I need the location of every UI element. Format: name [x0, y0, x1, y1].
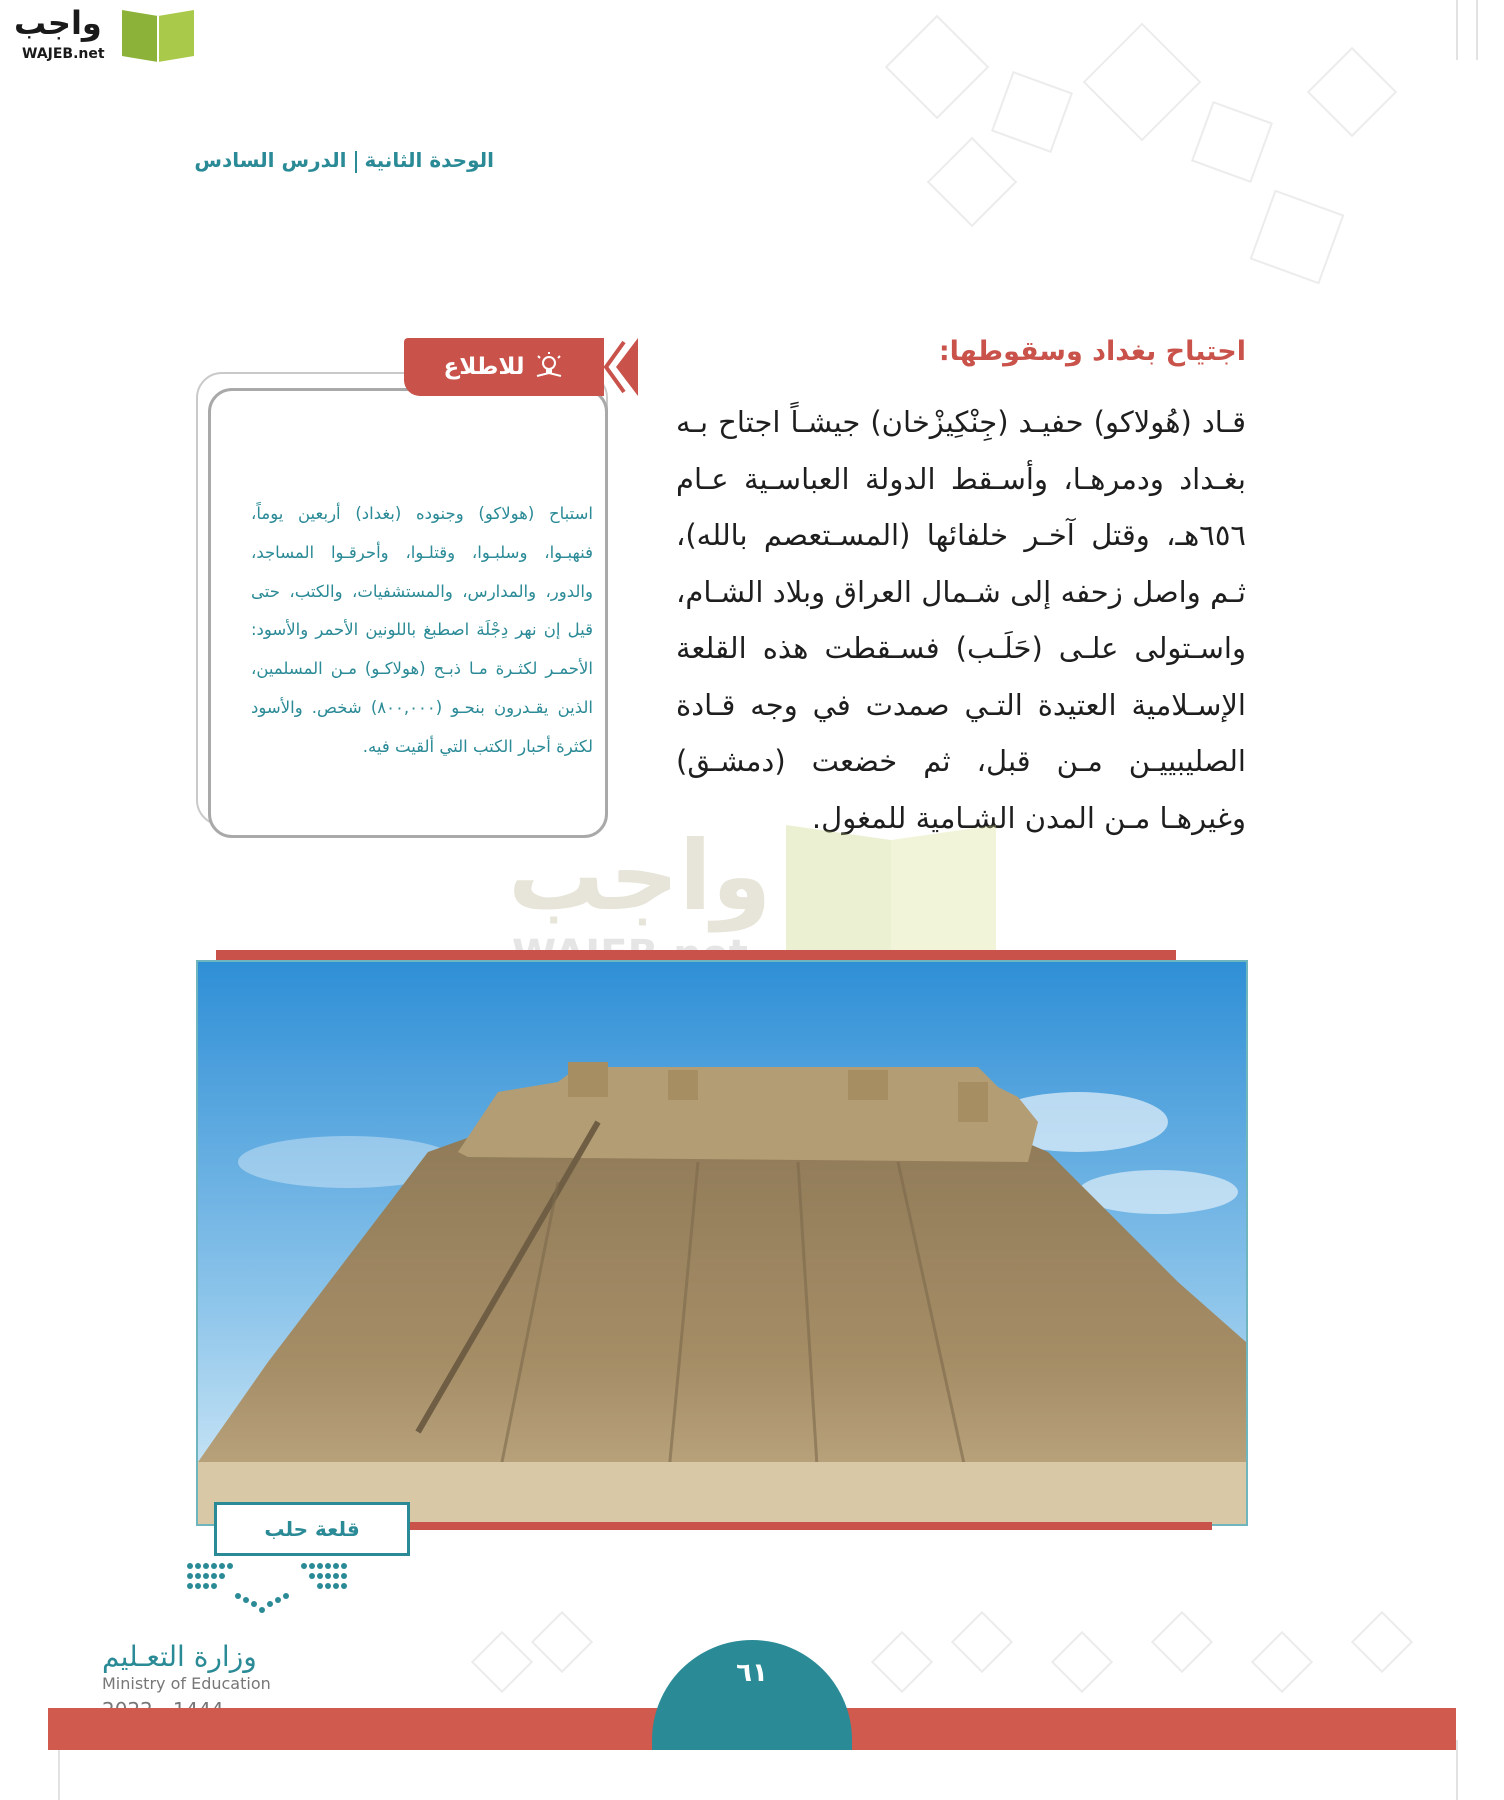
ministry-name-en: Ministry of Education	[102, 1674, 271, 1693]
lesson-label: الدرس السادس	[194, 148, 347, 172]
section-title: اجتياح بغداد وسقوطها:	[938, 336, 1246, 367]
sidebar-text: استباح (هولاكو) وجنوده (بغداد) أربعين يوماً، فنهبـوا، وسلبـوا، وقتلـوا، وأحرقـوا المساجد، والدور، والمدارس، والمستشفيات، والكتب، حتى قيل إن نهر دِجْلَة اصطبغ باللونين الأحمر والأسود: الأحمـر لكثـرة مـا ذبـح (هولاكـو) مـن المسلمين، الذين يقـدرون بنحـو (٨٠٠,٠٠٠) شخص. والأسود لكثرة أحبار الكتب التي ألقيت فيه.	[251, 504, 593, 756]
sidebar-frame-inner	[208, 388, 608, 838]
page-header	[194, 148, 494, 173]
citadel-photo	[196, 960, 1248, 1526]
book-icon	[118, 8, 198, 64]
lightbulb-book-icon	[534, 352, 564, 382]
chevron-left-icon	[604, 338, 638, 396]
ministry-logo	[100, 1560, 280, 1720]
photo-top-bar	[216, 950, 1176, 960]
page-number-tab	[652, 1640, 852, 1750]
header-separator	[355, 151, 357, 173]
watermark-arabic: واجب	[508, 820, 772, 932]
section-body: قـاد (هُولاكو) حفيـد (جِنْكِيزْخان) جيشـاً اجتاح بـه بغـداد ودمرهـا، وأسـقط الدولة العباسـية عـام ٦٥٦هـ، وقتل آخـر خلفائها (المسـتعصم بالله)، ثـم واصل زحفه إلى شـمال العراق وبلاد الشـام، واسـتولى علـى (حَلَـب) فسـقطت هذه القلعة الإسـلامية العتيدة التـي صمدت في وجه قـادة الصليبييـن مـن قبل، ثم خضعت (دمشـق) وغيرهـا مـن المدن الشـامية للمغول.	[676, 405, 1246, 835]
logo-latin: WAJEB.net	[22, 46, 105, 62]
page-number: ٦١	[736, 1658, 768, 1688]
logo-arabic: واجب	[14, 4, 102, 42]
ministry-name-ar: وزارة التعـليم	[102, 1640, 257, 1673]
vision-dots-icon	[184, 1560, 354, 1620]
wajeb-logo[interactable]	[10, 4, 190, 68]
photo-caption: قلعة حلب	[214, 1502, 410, 1556]
sidebar-tab	[404, 338, 604, 396]
citadel-illustration	[198, 962, 1246, 1524]
unit-label: الوحدة الثانية	[364, 148, 494, 172]
info-sidebar	[196, 354, 616, 830]
sidebar-tab-label: للاطلاع	[443, 354, 525, 380]
